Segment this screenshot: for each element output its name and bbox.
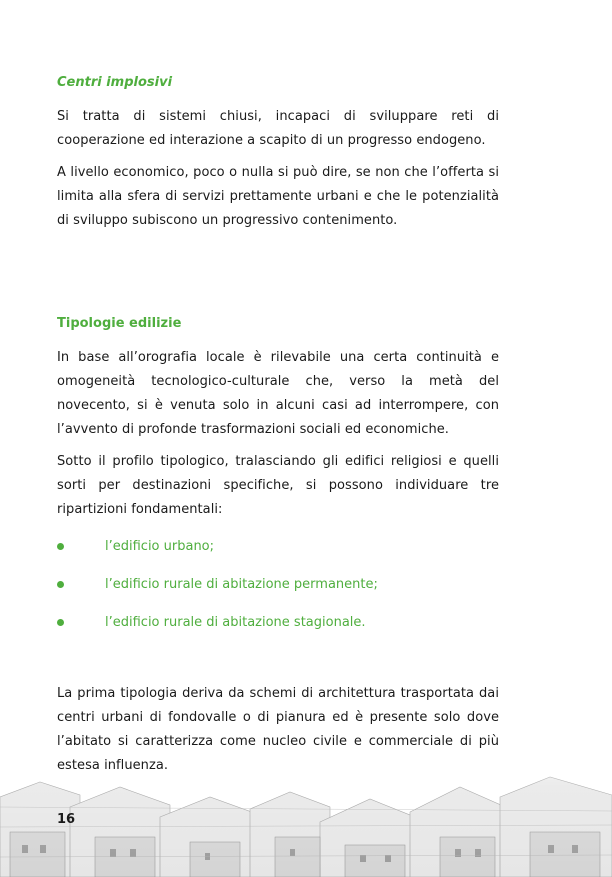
paragraph: La prima tipologia deriva da schemi di architettura trasportata dai centri urbani di fondovalle o di pianura ed è presente solo dove l’abitato si caratterizza come nucleo civile e commerciale di più estesa influenza.: [57, 686, 499, 773]
bullet-icon: [57, 581, 64, 588]
bullet-icon: [57, 543, 64, 550]
list-item: l’edificio urbano;: [57, 536, 499, 558]
bullet-icon: [57, 619, 64, 626]
main-content: [57, 72, 499, 786]
page-number: 16: [57, 812, 76, 827]
section-heading-tipologie-edilizie: Tipologie edilizie: [57, 316, 182, 331]
paragraph: Si tratta di sistemi chiusi, incapaci di sviluppare reti di cooperazione ed interazione a scapito di un progresso endogeno.: [57, 109, 499, 148]
paragraph: Sotto il profilo tipologico, tralasciando gli edifici religiosi e quelli sorti per destinazioni specifiche, si possono individuare tre ripartizioni fondamentali:: [57, 454, 499, 517]
paragraph: In base all’orografia locale è rilevabile una certa continuità e omogeneità tecnologico-culturale che, verso la metà del novecento, si è venuta solo in alcuni casi ad interrompere, con l’avvento di profonde trasformazioni sociali ed economiche.: [57, 350, 499, 437]
list-item: l’edificio rurale di abitazione stagionale.: [57, 612, 499, 634]
section-heading-centri-implosivi: Centri implosivi: [57, 75, 173, 90]
list-item: l’edificio rurale di abitazione permanente;: [57, 574, 499, 596]
typology-list: [57, 536, 499, 634]
paragraph: A livello economico, poco o nulla si può dire, se non che l’offerta si limita alla sfera di servizi prettamente urbani e che le potenzialità di sviluppo subiscono un progressivo contenimento.: [57, 165, 499, 228]
